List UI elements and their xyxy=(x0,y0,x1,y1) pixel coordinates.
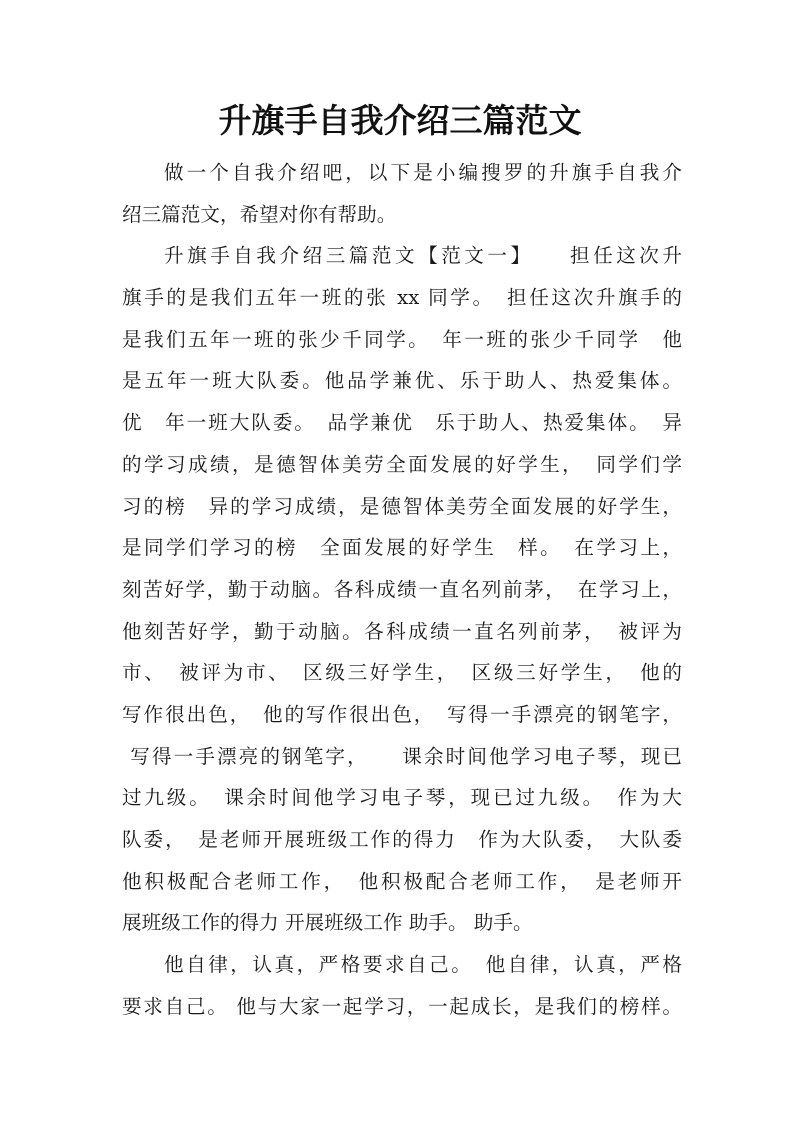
paragraph-line: 习的榜 异的学习成绩，是德智体美劳全面发展的好学生， xyxy=(122,494,682,518)
paragraph-line: 展班级工作的得力 开展班级工作 助手。 助手。 xyxy=(122,911,533,935)
paragraph-line: 他刻苦好学，勤于动脑。各科成绩一直名列前茅， 被评为 xyxy=(122,619,682,643)
document-body xyxy=(122,152,682,1027)
paragraph-line: 市、 被评为市、 区级三好学生， 区级三好学生， 他的 xyxy=(122,661,682,685)
paragraph-line: 做一个自我介绍吧，以下是小编搜罗的升旗手自我介 xyxy=(164,161,682,184)
paragraph-line: 升旗手自我介绍三篇范文【范文一】 担任这次升 xyxy=(164,244,682,268)
paragraph-line: 要求自己。 他与大家一起学习，一起成长，是我们的榜样。 xyxy=(122,994,682,1018)
paragraph-line: 是同学们学习的榜 全面发展的好学生 样。 在学习上， xyxy=(122,536,682,560)
paragraph-line: 是我们五年一班的张少千同学。 年一班的张少千同学 他 xyxy=(122,327,682,351)
paragraph-line: 刻苦好学，勤于动脑。各科成绩一直名列前茅， 在学习上， xyxy=(122,577,682,601)
paragraph-line: 旗手的是我们五年一班的张 xx 同学。 担任这次升旗手的 xyxy=(122,286,682,310)
paragraph-line: 过九级。 课余时间他学习电子琴，现已过九级。 作为大 xyxy=(122,786,682,810)
paragraph-line: 的学习成绩，是德智体美劳全面发展的好学生， 同学们学 xyxy=(122,452,682,476)
paragraph-line: 队委， 是老师开展班级工作的得力 作为大队委， 大队委 xyxy=(122,828,682,851)
paragraph-line: 写作很出色， 他的写作很出色， 写得一手漂亮的钢笔字， xyxy=(122,702,682,726)
paragraph-line: 优 年一班大队委。 品学兼优 乐于助人、热爱集体。 异 xyxy=(122,411,682,435)
paragraph-line: 绍三篇范文，希望对你有帮助。 xyxy=(122,202,397,226)
paragraph-line: 他积极配合老师工作， 他积极配合老师工作， 是老师开 xyxy=(122,869,682,893)
paragraph-line: 他自律，认真，严格要求自己。 他自律，认真，严格 xyxy=(164,953,682,977)
document-title: 升旗手自我介绍三篇范文 xyxy=(218,101,582,140)
paragraph-line: 是五年一班大队委。他品学兼优、乐于助人、热爱集体。 xyxy=(122,369,682,393)
paragraph-line: 写得一手漂亮的钢笔字， 课余时间他学习电子琴，现已 xyxy=(122,744,682,768)
